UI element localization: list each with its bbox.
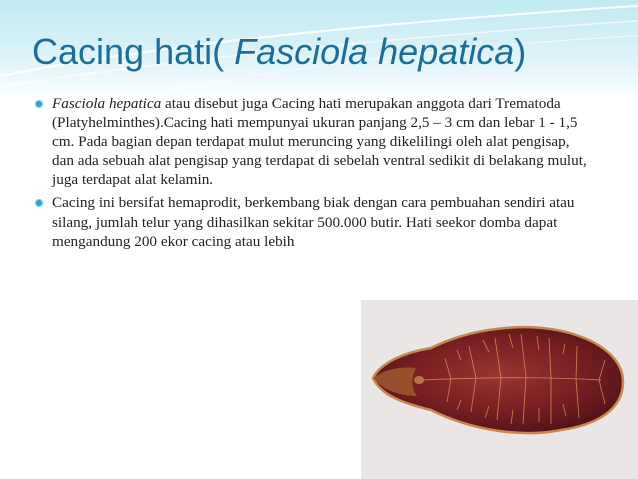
title-species-name: Fasciola hepatica (234, 31, 515, 72)
bullet-item-description (34, 94, 594, 189)
round-bullet-icon (35, 100, 43, 108)
bullet-item-reproduction (34, 193, 594, 250)
bullet-species-name: Fasciola hepatica (52, 95, 162, 112)
slide-title (32, 32, 526, 72)
round-bullet-icon (35, 199, 43, 207)
bullet-list (34, 94, 594, 251)
liver-fluke-photo (361, 300, 638, 479)
bullet-reproduction-text: Cacing ini bersifat hemaprodit, berkembang biak dengan cara pembuahan sendiri atau silang, jumlah telur yang dihasilkan sekitar 500.000 butir. Hati seekor domba dapat mengandung 200 ekor cacing atau lebih (52, 194, 575, 250)
title-suffix: ) (514, 31, 527, 72)
worm-sucker (414, 376, 424, 384)
bullet-description-text: atau disebut juga Cacing hati merupakan anggota dari Trematoda (Platyhelminthes).Cacing hati mempunyai ukuran panjang 2,5 – 3 cm dan lebar 1 - 1,5 cm. Pada bagian depan terdapat mulut meruncing yang dikelilingi oleh alat pengisap, dan ada sebuah alat pengisap yang terdapat di sebelah ventral sedikit di belakang mulut, juga terdapat alat kelamin. (52, 95, 587, 189)
title-prefix: Cacing hati( (32, 31, 235, 72)
liver-fluke-illustration (361, 300, 638, 479)
